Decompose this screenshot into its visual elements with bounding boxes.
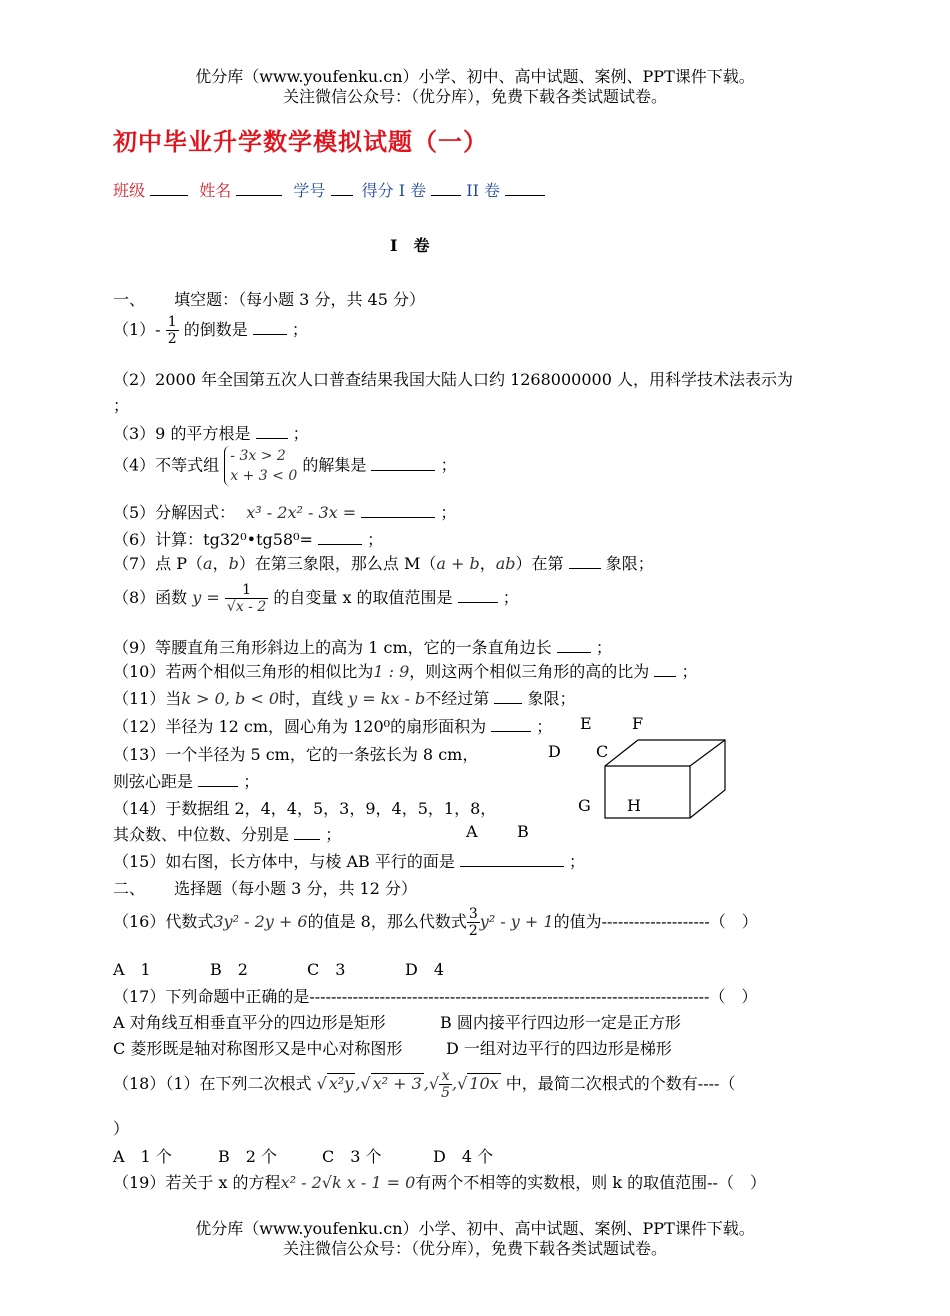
q7-sum: a + b <box>436 554 480 573</box>
q13-blank[interactable] <box>198 772 238 787</box>
q11-condition: k > 0, b < 0 <box>181 689 279 708</box>
q9-end: ； <box>595 638 612 657</box>
score-label: 得分 I 卷 <box>361 181 427 200</box>
q10-prefix: （10）若两个相似三角形的相似比为 <box>113 662 374 681</box>
q1-text: 的倒数是 <box>183 320 248 339</box>
question-13: （13）一个半径为 5 cm，它的一条弦长为 8 cm， <box>113 745 479 764</box>
q17-option-d[interactable]: D 一组对边平行的四边形是梯形 <box>446 1039 672 1058</box>
q17-option-a[interactable]: A 对角线互相垂直平分的四边形是矩形 <box>113 1013 386 1032</box>
q18-radical-list: √ x²y ,√ x² + 3 ,√ $\frac{x}{5}$ ,√ 10x <box>316 1068 499 1101</box>
q19-prefix: （19）若关于 x 的方程 <box>113 1173 281 1192</box>
question-17: （17）下列命题中正确的是--------------------------------------------------------------------------（ ） <box>113 987 758 1006</box>
q18-radical-3 <box>439 1068 452 1101</box>
q16-numerator: 3 <box>468 906 478 922</box>
q16-fraction <box>467 906 480 939</box>
q16-option-b[interactable]: B 2 <box>210 960 248 979</box>
q1-numerator: 1 <box>167 314 177 330</box>
score-part2-blank[interactable] <box>505 181 545 196</box>
q16-denominator: 2 <box>468 923 478 939</box>
name-label: 姓名 <box>199 181 232 200</box>
page-title: 初中毕业升学数学模拟试题（一） <box>113 127 488 156</box>
question-13-cont <box>113 769 259 792</box>
q1-end: ； <box>291 320 308 339</box>
q14-blank[interactable] <box>294 825 320 840</box>
q18-option-d[interactable]: D 4 个 <box>433 1147 494 1166</box>
q16-option-a[interactable]: A 1 <box>113 960 151 979</box>
q7-b: b <box>228 554 239 573</box>
q18-prefix: （18）（1）在下列二次根式 <box>113 1074 312 1093</box>
q17-option-c[interactable]: C 菱形既是轴对称图形又是中心对称图形 <box>113 1039 403 1058</box>
q18-r3-denominator: 5 <box>441 1085 451 1101</box>
part-heading: I 卷 <box>390 236 430 255</box>
q10-ratio: 1 : 9 <box>373 662 410 681</box>
q8-lhs: y = <box>192 588 220 607</box>
cuboid-figure <box>600 732 730 824</box>
q18-radical-1: x²y <box>328 1074 354 1093</box>
class-blank[interactable] <box>150 181 188 196</box>
q17-option-b[interactable]: B 圆内接平行四边形一定是正方形 <box>440 1013 681 1032</box>
q18-option-b[interactable]: B 2 个 <box>218 1147 278 1166</box>
q5-blank[interactable] <box>361 503 435 518</box>
q15-end: ； <box>569 852 586 871</box>
question-5 <box>113 500 456 523</box>
q9-blank[interactable] <box>557 638 591 653</box>
q1-denominator: 2 <box>167 331 177 347</box>
q14-end: ； <box>325 825 342 844</box>
score-part1-blank[interactable] <box>431 181 461 196</box>
q4-inequality-system <box>224 446 297 486</box>
q9-text: （9）等腰直角三角形斜边上的高为 1 cm，它的一条直角边长 <box>113 638 552 657</box>
question-14-cont <box>113 822 341 845</box>
q16-mid: 的值是 8，那么代数式 <box>307 912 467 931</box>
q18-r3-numerator: x <box>439 1068 452 1085</box>
q8-prefix: （8）函数 <box>113 588 188 607</box>
header-line-1: 优分库（www.youfenku.cn）小学、初中、高中试题、案例、PPT课件下载。 <box>195 67 755 86</box>
q3-end: ； <box>292 424 309 443</box>
cube-label-e: E <box>580 714 592 733</box>
question-11 <box>113 686 575 709</box>
question-9 <box>113 635 612 658</box>
q4-blank[interactable] <box>371 456 435 471</box>
q8-text: 的自变量 x 的取值范围是 <box>273 588 453 607</box>
q1-blank[interactable] <box>253 320 287 335</box>
q7-mid: ）在第三象限，那么点 M（ <box>238 554 437 573</box>
q10-blank[interactable] <box>654 662 676 677</box>
q16-prefix: （16）代数式 <box>113 912 214 931</box>
q11-prefix: （11）当 <box>113 689 182 708</box>
q19-text: 有两个不相等的实数根，则 k 的取值范围--（ ） <box>415 1173 766 1192</box>
id-label: 学号 <box>293 181 326 200</box>
question-1 <box>113 314 308 347</box>
q6-text: （6）计算：tg32⁰•tg58⁰= <box>113 530 313 549</box>
question-18-cont: ） <box>113 1119 130 1138</box>
q18-option-c[interactable]: C 3 个 <box>322 1147 382 1166</box>
q4-text: 的解集是 <box>302 455 367 475</box>
cube-label-b: B <box>517 822 529 841</box>
question-19 <box>113 1170 766 1193</box>
question-12 <box>113 714 552 737</box>
q11-text: 不经过第 <box>425 689 490 708</box>
q15-text: （15）如右图，长方体中，与棱 AB 平行的面是 <box>113 852 455 871</box>
q18-text: 中，最简二次根式的个数有----（ <box>505 1074 736 1093</box>
q18-radical-4: 10x <box>469 1074 499 1093</box>
question-10 <box>113 659 698 682</box>
footer-line-1: 优分库（www.youfenku.cn）小学、初中、高中试题、案例、PPT课件下载。 <box>195 1219 755 1238</box>
q4-prefix: （4）不等式组 <box>113 455 220 475</box>
q12-end: ； <box>536 717 553 736</box>
q7-sep: ， <box>212 554 229 573</box>
q7-end: 象限； <box>605 554 654 573</box>
cuboid-outline <box>605 740 725 818</box>
class-label: 班级 <box>113 181 146 200</box>
q11-mid: 时，直线 <box>279 689 344 708</box>
cube-label-h: H <box>627 796 641 815</box>
q10-end: ； <box>681 662 698 681</box>
q3-text: （3）9 的平方根是 <box>113 424 251 443</box>
q1-prefix: （1）- <box>113 320 161 339</box>
q11-blank[interactable] <box>494 689 522 704</box>
name-blank[interactable] <box>236 181 282 196</box>
q13-text: 则弦心距是 <box>113 772 194 791</box>
q6-end: ； <box>367 530 384 549</box>
q6-blank[interactable] <box>318 530 362 545</box>
q3-blank[interactable] <box>256 424 288 439</box>
q12-blank[interactable] <box>491 717 531 732</box>
question-8 <box>113 582 519 615</box>
q4-row-2: x + 3 < 0 <box>230 468 298 484</box>
q7-prefix: （7）点 P（ <box>113 554 204 573</box>
q5-prefix: （5）分解因式： <box>113 503 236 522</box>
question-16 <box>113 906 758 939</box>
q8-end: ； <box>502 588 519 607</box>
q16-option-c[interactable]: C 3 <box>307 960 346 979</box>
question-6 <box>113 527 383 550</box>
question-4 <box>113 446 457 486</box>
q4-end: ； <box>440 455 457 475</box>
q7-blank[interactable] <box>569 554 601 569</box>
cuboid-edge-cf <box>690 740 725 766</box>
q11-end: 象限； <box>527 689 576 708</box>
q1-fraction <box>166 314 179 347</box>
q8-fraction <box>225 582 268 615</box>
q11-expression: y = kx - b <box>348 689 426 708</box>
q7-product: ab <box>495 554 516 573</box>
id-blank[interactable] <box>331 181 353 196</box>
question-7 <box>113 551 654 574</box>
q10-text: ，则这两个相似三角形的高的比为 <box>409 662 650 681</box>
q16-option-d[interactable]: D 4 <box>405 960 445 979</box>
q18-radical-2: x² + 3 <box>372 1074 422 1093</box>
q16-text: 的值为--------------------（ ） <box>553 912 758 931</box>
q5-expression: x³ - 2x² - 3x = <box>246 503 357 522</box>
q7-text: ）在第 <box>515 554 564 573</box>
q13-end: ； <box>243 772 260 791</box>
q14-text: 其众数、中位数、分别是 <box>113 825 290 844</box>
footer-line-2: 关注微信公众号：（优分库），免费下载各类试题试卷。 <box>282 1239 667 1258</box>
student-info-line <box>113 178 545 201</box>
question-3 <box>113 421 309 444</box>
cube-label-g: G <box>578 796 591 815</box>
q7-a: a <box>203 554 213 573</box>
q16-expression-1: 3y² - 2y + 6 <box>213 912 308 931</box>
q16-expression-2: y² - y + 1 <box>479 912 554 931</box>
cube-label-a: A <box>466 822 478 841</box>
section-2-heading: 二、 选择题（每小题 3 分，共 12 分） <box>113 879 417 898</box>
header-line-2: 关注微信公众号：（优分库），免费下载各类试题试卷。 <box>282 87 667 106</box>
question-2-cont: ； <box>113 396 130 415</box>
question-15 <box>113 849 585 872</box>
question-14: （14）于数据组 2，4，4，5，3，9，4，5，1，8， <box>113 799 497 818</box>
cube-label-c: C <box>596 742 609 761</box>
part2-label: II 卷 <box>466 181 501 200</box>
q8-numerator: 1 <box>225 582 268 599</box>
q7-sep-2: ， <box>479 554 496 573</box>
question-18 <box>113 1068 735 1101</box>
q4-row-1: - 3x > 2 <box>230 448 286 464</box>
question-2: （2）2000 年全国第五次人口普查结果我国大陆人口约 1268000000 人，用科学技术法表示为 <box>113 370 793 389</box>
section-1-heading: 一、 填空题：（每小题 3 分，共 45 分） <box>113 290 425 309</box>
q19-expression: x² - 2√k x - 1 = 0 <box>280 1173 416 1192</box>
cube-label-d: D <box>548 742 561 761</box>
cube-label-f: F <box>632 714 644 733</box>
q15-blank[interactable] <box>460 852 564 867</box>
q8-denominator: √x - 2 <box>226 599 267 615</box>
q5-end: ； <box>440 503 457 522</box>
q18-option-a[interactable]: A 1 个 <box>113 1147 172 1166</box>
q8-blank[interactable] <box>458 588 498 603</box>
q12-text: （12）半径为 12 cm，圆心角为 120⁰的扇形面积为 <box>113 717 487 736</box>
